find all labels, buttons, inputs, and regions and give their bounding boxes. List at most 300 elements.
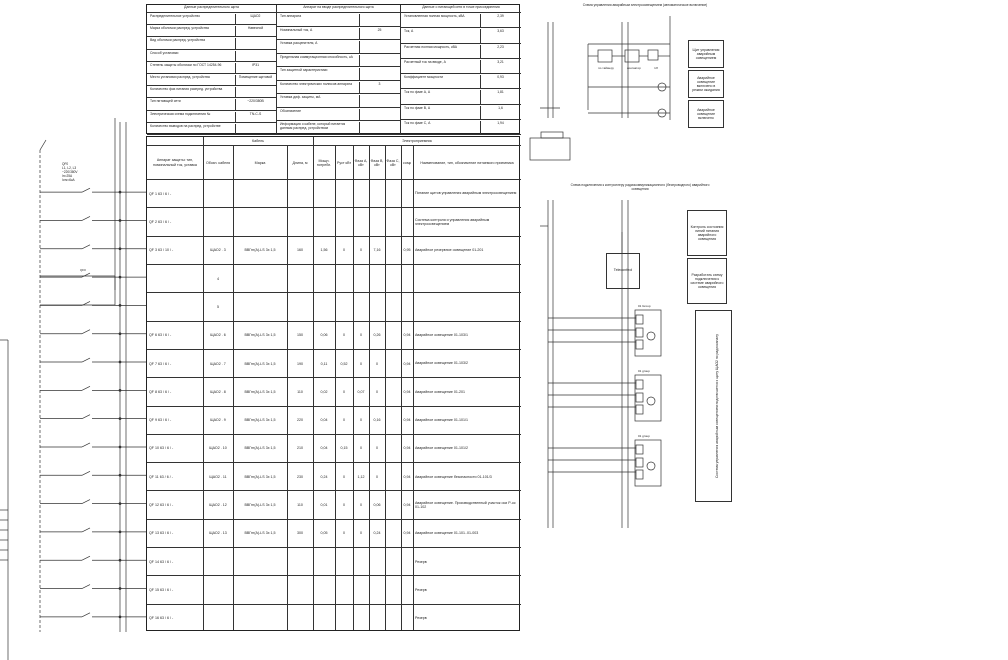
cell-ln	[203, 208, 233, 235]
cell-ia	[385, 350, 401, 377]
breaker-contact	[82, 471, 90, 475]
breaker-contact	[82, 273, 90, 277]
device-label: контактор	[627, 66, 641, 70]
feeder-label: QF0	[80, 268, 86, 272]
header-row-value	[235, 87, 275, 98]
header-row-value: ЩАО2	[235, 14, 275, 25]
teleconttrol-label: Teleconttrol	[613, 268, 633, 272]
group-load: Электроприемник	[402, 139, 432, 143]
cell-cos: 0,94	[403, 446, 411, 451]
cell-ap: QF 3 63 / 10 / -	[149, 248, 174, 253]
column-divider	[335, 145, 336, 630]
cell-fb: 0	[360, 361, 362, 366]
cell-pw: 0,02	[320, 389, 328, 394]
cell-fc	[369, 208, 385, 235]
cell-cos: 0,94	[403, 361, 411, 366]
cell-name: Аварийное освещение 01-101/1	[415, 417, 469, 422]
cell-fb	[353, 548, 369, 575]
header-row	[277, 121, 400, 135]
cell-fc	[369, 265, 385, 292]
cell-fb	[353, 605, 369, 632]
cell-cos: 0,94	[403, 503, 411, 508]
column-divider	[203, 137, 204, 145]
cell-fc	[369, 576, 385, 603]
cell-mk	[233, 605, 287, 632]
bus-node	[119, 333, 121, 335]
cell-ia	[385, 605, 401, 632]
cell-mk: ВВГнг(А)-LS 3х 1,5	[244, 503, 276, 508]
contactor-coil	[648, 50, 658, 60]
luminaire-terminal	[636, 380, 643, 389]
header-row-value: 1,94	[480, 121, 520, 135]
header-row	[147, 37, 276, 49]
header-row-label: Распределительное устройство	[150, 14, 200, 18]
column-title: Данные о питающей сети в точке присоединения	[401, 5, 521, 13]
header-row	[401, 59, 521, 74]
cell-fb: 0	[360, 418, 362, 423]
relay-box	[625, 50, 639, 62]
breaker-contact	[82, 613, 90, 617]
header-row-label: Установленная полная мощность, кВА	[404, 14, 465, 18]
cell-mk	[233, 293, 287, 320]
cell-cos: 0,95	[403, 248, 411, 253]
cell-len: 160	[297, 248, 303, 253]
luminaire-terminal	[636, 470, 643, 479]
input-switch	[40, 140, 46, 150]
cell-fb	[353, 576, 369, 603]
cell-cos: 0,94	[403, 389, 411, 394]
header-row-value: 1,81	[480, 90, 520, 104]
bus-node	[119, 418, 121, 420]
cell-ln: ЩАО2 . 3	[210, 248, 226, 253]
col-apparatus: Аппарат защиты: тип, номинальный ток, уставка	[153, 158, 197, 167]
side-note-box: Разработать схему подключения к системе аварийного освещения	[687, 258, 727, 304]
cell-fa: 0	[343, 248, 345, 253]
breaker-contact	[82, 358, 90, 362]
cell-ln: 4	[217, 276, 219, 281]
vertical-note: Система управления аварийным освещением подключается к щиту ЩАО2 по радиоканалу	[715, 334, 719, 478]
cell-fc: 7,16	[373, 248, 381, 253]
luminaire-terminal	[636, 340, 643, 349]
cell-len	[287, 265, 313, 292]
cell-ap: QF 9 63 / 6 / -	[149, 418, 172, 423]
terminal-block	[530, 138, 570, 160]
cell-cos	[401, 180, 413, 207]
cell-ia	[385, 520, 401, 547]
cell-len: 110	[297, 389, 303, 394]
luminaire-terminal	[636, 458, 643, 467]
header-row-value: ~220/380В	[235, 99, 275, 110]
group-cable: Кабель	[252, 139, 264, 143]
header-row-label: Расчетный ток на вводе, А	[404, 59, 446, 64]
header-row-value: 25	[359, 28, 399, 41]
cell-mk: ВВГнг(А)-LS 3х 1,5	[244, 248, 276, 253]
cell-name: Резерв	[415, 587, 427, 592]
cell-name: Аварийное освещение 01-101..01-003	[415, 531, 479, 536]
header-row	[147, 123, 276, 135]
col-length: Длина, м	[292, 160, 308, 165]
header-row-value: 2,23	[480, 45, 520, 59]
input-apparatus-column	[277, 5, 401, 135]
bus-node	[119, 219, 121, 221]
cell-fc	[369, 180, 385, 207]
bus-node	[119, 588, 121, 590]
cell-fc: 0,26	[373, 333, 381, 338]
cell-name: Питание щитов управления аварийным электроосвещением	[415, 191, 517, 196]
teleconttrol-box	[606, 253, 640, 289]
header-row-label: Обозначение	[280, 108, 301, 113]
bus-node	[119, 389, 121, 391]
cell-name: Резерв	[415, 559, 427, 564]
cell-fb	[353, 208, 369, 235]
cell-cos	[401, 293, 413, 320]
breaker-contact	[82, 188, 90, 192]
cell-mk	[233, 180, 287, 207]
cell-name: Аварийное резервное освещение 01-201	[415, 248, 484, 253]
cell-fc	[369, 605, 385, 632]
cell-ia	[385, 237, 401, 264]
cell-fb: 0	[360, 503, 362, 508]
cell-cos	[401, 576, 413, 603]
header-row-label: Тип аппарата	[280, 14, 302, 18]
cell-cos	[401, 605, 413, 632]
header-row-label: Место установки распред. устройства	[150, 75, 210, 79]
column-title: Аппарат на вводе распределительного щита	[277, 5, 400, 13]
header-row	[401, 13, 521, 28]
feeder-table	[146, 136, 520, 631]
cell-pw	[313, 548, 335, 575]
header-row-value	[235, 51, 275, 62]
radio-schema-title: Схема подключения к контроллеру радиокоммуникационного (беспроводного) аварийного освещения	[570, 183, 710, 192]
cell-ln	[203, 548, 233, 575]
cell-ia	[385, 491, 401, 518]
cell-fc	[369, 548, 385, 575]
cell-mk	[233, 548, 287, 575]
cell-cos	[401, 208, 413, 235]
bus-node	[119, 304, 121, 306]
cell-ap: QF 16 63 / 6 / -	[149, 616, 174, 621]
cell-fa: 0	[343, 418, 345, 423]
column-divider	[369, 145, 370, 630]
side-note-box: Щит управления аварийным освещением	[688, 40, 724, 68]
breaker-contact	[82, 443, 90, 447]
column-divider	[401, 145, 402, 630]
luminaire	[647, 332, 655, 340]
header-row	[277, 81, 400, 95]
side-note-box: Аварийное освещение включено	[688, 100, 724, 128]
cell-fa	[335, 208, 353, 235]
header-row	[401, 89, 521, 104]
bus-node	[119, 559, 121, 561]
cell-cos: 0,94	[403, 418, 411, 423]
cell-pw	[313, 180, 335, 207]
bus-node	[119, 616, 121, 618]
header-row-label: Номинальный ток, А	[280, 27, 313, 32]
column-divider	[287, 145, 288, 630]
control-schema-title: Схема управления аварийным электроосвещением (автоматическое включение)	[582, 3, 708, 7]
col-power: Мощн. потребл.	[316, 158, 332, 167]
bus-node	[119, 474, 121, 476]
cell-ln: ЩАО2 . 12	[209, 503, 227, 508]
group-label: 01 group	[638, 369, 650, 373]
relay-box	[598, 50, 612, 62]
device-label: 1Л	[654, 66, 658, 70]
col-phase-c: Фаза С, кВт	[386, 158, 400, 167]
cell-name: Аварийное освещение 01-103/1	[415, 333, 469, 338]
cell-pw: 0,04	[320, 446, 328, 451]
cell-fc: 0	[376, 361, 378, 366]
cell-pw	[313, 576, 335, 603]
cell-ap: QF 11 63 / 6 / -	[149, 474, 173, 479]
header-row	[401, 120, 521, 135]
header-row	[401, 74, 521, 89]
header-row-value: IP31	[235, 63, 275, 74]
cell-ln	[203, 605, 233, 632]
network-data-column	[401, 5, 521, 135]
cell-pw: 0,01	[320, 503, 328, 508]
bus-node	[119, 531, 121, 533]
header-row	[277, 67, 400, 81]
cell-name	[413, 293, 521, 320]
cell-ap	[147, 265, 203, 292]
col-cos: cosφ	[403, 160, 411, 165]
breaker-contact	[82, 500, 90, 504]
panel-data-column	[147, 5, 277, 135]
cell-fb: 0	[360, 446, 362, 451]
header-row	[401, 44, 521, 59]
cell-ap: QF 2 63 / 6 / -	[149, 219, 172, 224]
col-designation: Обозн. кабеля	[205, 160, 231, 165]
header-row-value	[359, 122, 399, 135]
header-row-label: Марка оболочки распред. устройства	[150, 26, 209, 31]
cell-fa	[335, 576, 353, 603]
cell-name: Система контроля и управления аварийным электроосвещением	[415, 217, 490, 226]
cell-ia	[385, 322, 401, 349]
cell-pw: 0,05	[320, 531, 328, 536]
luminaire-terminal	[636, 393, 643, 402]
header-row-label: Уставка диф. защиты, мА	[280, 95, 321, 100]
header-row-label: Уставка расцепителя, А	[280, 41, 318, 46]
breaker-contact	[82, 415, 90, 419]
cell-fc: 0	[376, 446, 378, 451]
cell-ln: ЩАО2 . 13	[209, 531, 227, 536]
cell-len	[287, 576, 313, 603]
breaker-contact	[82, 386, 90, 390]
cell-ia	[385, 265, 401, 292]
cell-fa	[335, 265, 353, 292]
cell-cos: 0,94	[403, 531, 411, 536]
cell-fc: 0,06	[373, 503, 381, 508]
cell-ln: ЩАО2 . 7	[210, 361, 226, 366]
luminaire	[647, 397, 655, 405]
cell-cos: 0,94	[403, 333, 411, 338]
cell-ap: QF 10 63 / 6 / -	[149, 446, 174, 451]
cell-fc: 0	[376, 474, 378, 479]
cell-fa: 0,52	[340, 361, 348, 366]
cell-cos	[401, 265, 413, 292]
cell-ia	[385, 208, 401, 235]
cell-ap: QF 15 63 / 6 / -	[149, 588, 174, 593]
breaker-contact	[82, 556, 90, 560]
column-divider	[385, 145, 386, 630]
header-row-label: Количество электрических полюсов аппарата	[280, 81, 352, 86]
cell-cos: 0,94	[403, 474, 411, 479]
header-row	[401, 28, 521, 43]
header-row	[147, 62, 276, 74]
luminaire-terminal	[636, 405, 643, 414]
cell-name: Аварийное освещение. Производственный участок оси Р-ос 01-102	[415, 500, 516, 510]
header-row-value	[235, 38, 275, 49]
cell-pw: 0,04	[320, 418, 328, 423]
header-row-value: TN-C-S	[235, 112, 275, 123]
cell-fb	[353, 265, 369, 292]
column-divider	[203, 145, 204, 630]
cell-ln: 5	[217, 304, 219, 309]
cell-len: 230	[297, 474, 303, 479]
cell-pw: 0,24	[320, 474, 328, 479]
bus-node	[119, 361, 121, 363]
header-row-label: Коэффициент мощности	[404, 75, 444, 79]
cell-fb: 0	[360, 531, 362, 536]
header-row	[147, 13, 276, 25]
device-label: по таймеру	[598, 66, 614, 70]
luminaire-terminal	[636, 315, 643, 324]
bus-node	[119, 446, 121, 448]
cell-ia	[385, 293, 401, 320]
header-row-value	[235, 124, 275, 135]
header-row-value	[359, 68, 399, 81]
cell-fb	[353, 180, 369, 207]
vertical-note-box	[695, 310, 732, 502]
cell-ia	[385, 180, 401, 207]
cell-fa: 0	[343, 389, 345, 394]
header-row	[147, 50, 276, 62]
luminaire-terminal	[636, 328, 643, 337]
header-row-value: Помещение щитовой	[235, 75, 275, 86]
cell-len	[287, 548, 313, 575]
header-row-value	[359, 55, 399, 68]
column-divider	[353, 145, 354, 630]
cell-len	[287, 180, 313, 207]
breaker-contact	[82, 245, 90, 249]
breaker-contact	[82, 528, 90, 532]
cell-ap: QF 1 63 / 6 / -	[149, 191, 172, 196]
column-divider	[233, 145, 234, 630]
cell-name: Аварийное освещение 01-201	[415, 389, 466, 394]
cell-fa: 0	[343, 333, 345, 338]
header-row-label: Способ установки	[150, 50, 179, 55]
cell-mk: ВВГнг(А)-LS 3х 1,5	[244, 389, 276, 394]
cell-len: 210	[297, 446, 303, 451]
cell-mk	[233, 208, 287, 235]
cell-ia	[385, 378, 401, 405]
header-row-value: 0,93	[480, 75, 520, 89]
header-row-label: Электрическая схема подключения №	[150, 111, 211, 116]
cell-ln: ЩАО2 . 9	[210, 418, 226, 423]
cell-ap: QF 14 63 / 6 / -	[149, 559, 174, 564]
header-row-label: Тип защитной характеристики	[280, 68, 328, 73]
header-row-value	[359, 109, 399, 122]
cell-len	[287, 208, 313, 235]
cell-len: 300	[297, 531, 303, 536]
header-row-label: Ток по фазе В, А	[404, 105, 431, 110]
cell-ap: QF 7 63 / 6 / -	[149, 361, 172, 366]
header-row-label: Ток по фазе С, А	[404, 120, 431, 125]
header-row-value: 3	[359, 82, 399, 95]
header-row-label: Предельная коммутационная способность, кА	[280, 54, 353, 59]
header-row-value: 3,63	[480, 29, 520, 43]
cell-fb	[353, 293, 369, 320]
input-breaker-label: QF0 L1, L2, L3 ~220/380V Iн=25А Iотк=6кА	[62, 162, 78, 182]
cell-len	[287, 605, 313, 632]
header-row	[401, 105, 521, 120]
header-row-label: Информация о кабеле, который питается данным распред. устройством	[280, 122, 346, 131]
cell-mk: ВВГнг(А)-LS 3х 1,5	[244, 333, 276, 338]
cell-fa	[335, 180, 353, 207]
cell-len: 220	[297, 418, 303, 423]
header-row-value: 3,21	[480, 60, 520, 74]
header-row	[147, 98, 276, 110]
group-label: 01 Group	[638, 304, 651, 308]
cell-fa: 0	[343, 531, 345, 536]
cell-mk	[233, 265, 287, 292]
cell-name	[413, 265, 521, 292]
side-note-box: Аварийное освещение включено в режим ожидания	[688, 70, 724, 98]
column-title: Данные распределительного щита	[147, 5, 276, 13]
cell-ap: QF 12 63 / 6 / -	[149, 503, 174, 508]
col-pkw: Руст кВт	[336, 160, 352, 165]
cell-len	[287, 293, 313, 320]
header-row	[277, 40, 400, 54]
terminal-block	[541, 132, 563, 138]
header-row-value: 2,39	[480, 14, 520, 28]
cell-len: 110	[297, 503, 303, 508]
header-row	[277, 94, 400, 108]
cell-ia	[385, 407, 401, 434]
header-row-value	[359, 14, 399, 27]
cell-fa	[335, 548, 353, 575]
header-row-label: Количество выводов на распред. устройстве	[150, 123, 221, 128]
header-row-label: Ток, А	[404, 29, 414, 34]
column-divider	[413, 145, 414, 630]
cell-fa: 0,15	[340, 446, 348, 451]
cell-fa	[335, 605, 353, 632]
cell-len: 150	[297, 333, 303, 338]
group-label: 01 group	[638, 434, 650, 438]
cell-fc: 0	[376, 389, 378, 394]
cell-cos	[401, 548, 413, 575]
cell-fb: 0,07	[357, 389, 365, 394]
cell-pw	[313, 208, 335, 235]
cell-ln: ЩАО2 . 6	[210, 333, 226, 338]
header-row-label: Расчетная полная мощность, кВА	[404, 44, 458, 49]
header-row-label: Ток по фазе А, А	[404, 90, 431, 95]
cell-ap	[147, 293, 203, 320]
header-row-value	[359, 95, 399, 108]
header-row-label: Степень защиты оболочки по ГОСТ 14254-96	[150, 62, 222, 67]
header-row-value: 1,6	[480, 106, 520, 120]
cell-ln	[203, 180, 233, 207]
cell-fc	[369, 293, 385, 320]
breaker-contact	[82, 330, 90, 334]
cell-mk: ВВГнг(А)-LS 3х 1,5	[244, 418, 276, 423]
cell-pw: 0,06	[320, 333, 328, 338]
cell-fb: 0	[360, 333, 362, 338]
cell-ap: QF 6 63 / 6 / -	[149, 333, 172, 338]
cell-ln: ЩАО2 . 8	[210, 389, 226, 394]
cell-pw: 0,11	[320, 361, 328, 366]
cell-mk: ВВГнг(А)-LS 3х 1,5	[244, 446, 276, 451]
